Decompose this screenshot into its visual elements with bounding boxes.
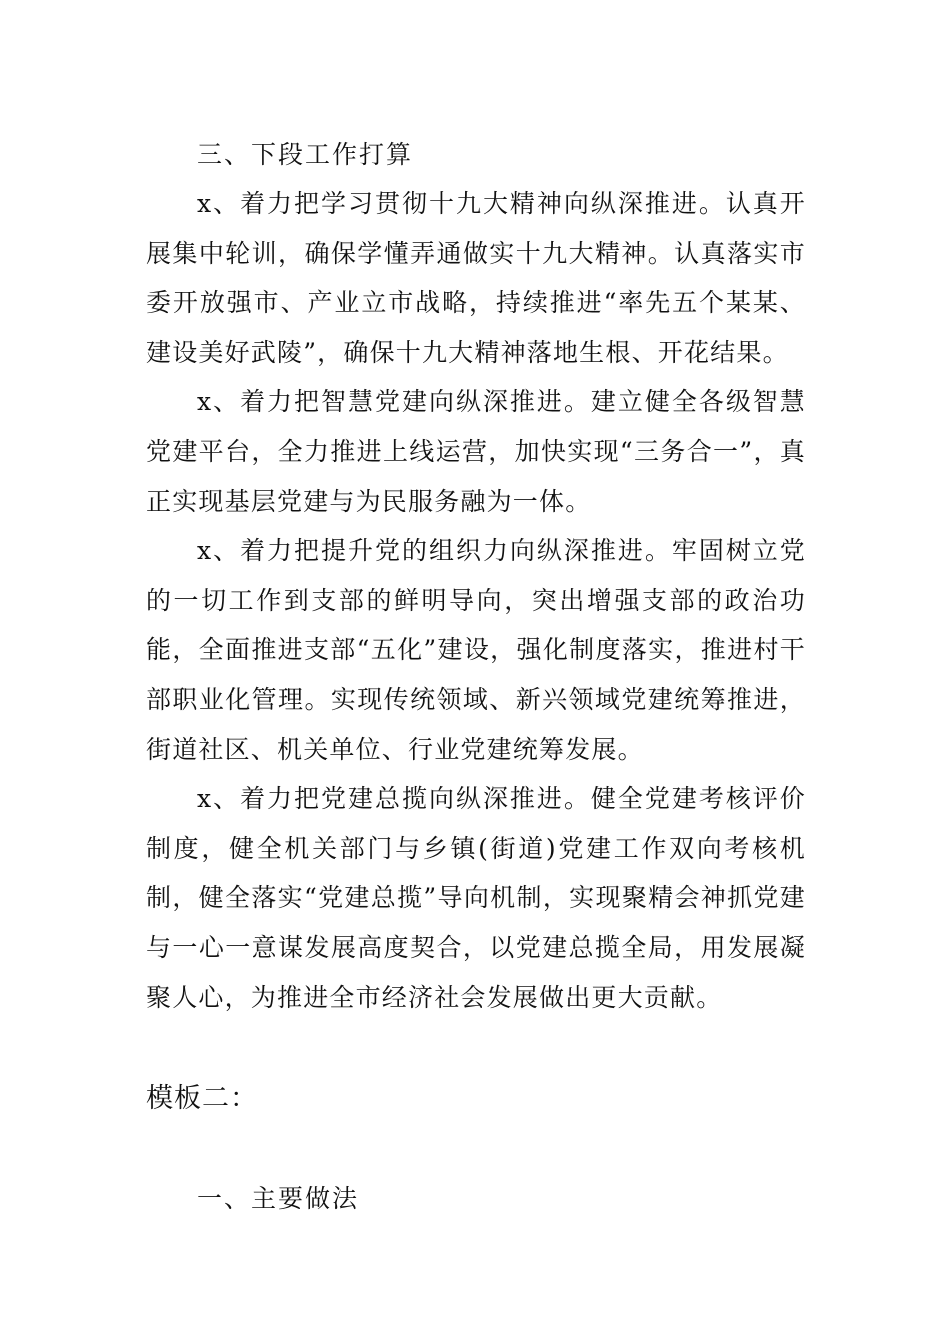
template-title: 模板二：: [146, 1083, 258, 1114]
paragraph-organizational-strength: x、着力把提升党的组织力向纵深推进。牢固树立党的一切工作到支部的鲜明导向，突出增强支部的政治功能，全面推进支部“五化”建设，强化制度落实，推进村干部职业化管理。实现传统领域、新兴领域党建统筹推进，街道社区、机关单位、行业党建统筹发展。: [146, 536, 806, 764]
section-three-heading: 三、下段工作打算: [197, 140, 414, 169]
paragraph-study-spirit: x、着力把学习贯彻十九大精神向纵深推进。认真开展集中轮训，确保学懂弄通做实十九大精神。认真落实市委开放强市、产业立市战略，持续推进“率先五个某某、建设美好武陵”，确保十九大精神落地生根、开花结果。: [146, 189, 806, 367]
paragraph-smart-party-building: x、着力把智慧党建向纵深推进。建立健全各级智慧党建平台，全力推进上线运营，加快实现“三务合一”，真正实现基层党建与为民服务融为一体。: [146, 387, 806, 516]
document-body: [146, 179, 806, 1022]
paragraph-party-building-overall: x、着力把党建总揽向纵深推进。健全党建考核评价制度，健全机关部门与乡镇(街道)党建工作双向考核机制，健全落实“党建总揽”导向机制，实现聚精会神抓党建与一心一意谋发展高度契合，以党建总揽全局，用发展凝聚人心，为推进全市经济社会发展做出更大贡献。: [146, 784, 806, 1012]
section-one-heading: 一、主要做法: [197, 1184, 360, 1213]
